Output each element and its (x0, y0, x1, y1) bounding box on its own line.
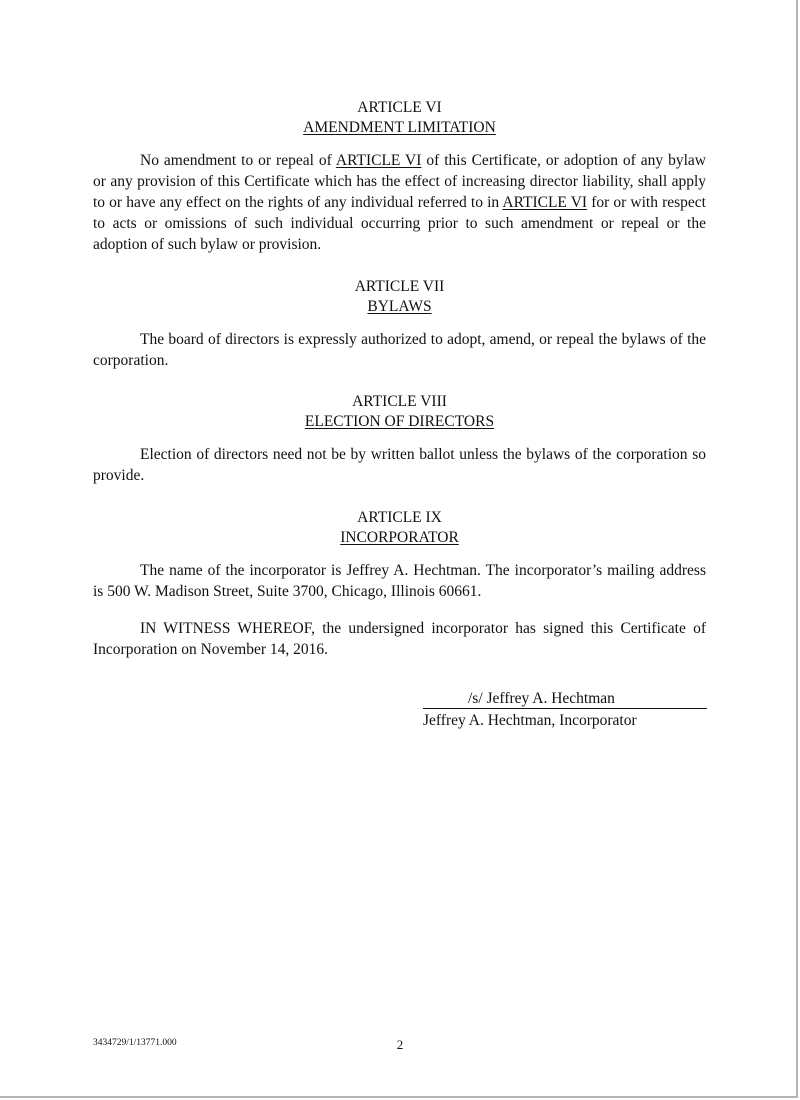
article-6-text-part-3: for or with respect to acts or omissions of such individual occurring prior to such amendment or repeal or the adoption of such bylaw or provision. (93, 194, 706, 253)
witness-paragraph: IN WITNESS WHEREOF, the undersigned incorporator has signed this Certificate of Incorporation on November 14, 2016. (93, 620, 706, 658)
article-6-text-part-1: No amendment to or repeal of (140, 152, 336, 169)
document-id: 3434729/1/13771.000 (93, 1038, 177, 1048)
article-7-paragraph: The board of directors is expressly authorized to adopt, amend, or repeal the bylaws of the corporation. (93, 331, 706, 369)
article-8-title: ARTICLE VIII (352, 393, 447, 410)
signatory-name-title: Jeffrey A. Hechtman, Incorporator (423, 712, 637, 729)
article-6-heading (93, 98, 706, 138)
article-9-paragraph: The name of the incorporator is Jeffrey A. Hechtman. The incorporator’s mailing address is 500 W. Madison Street, Suite 3700, Chicago, Illinois 60661. (93, 562, 706, 600)
article-6-reference-2: ARTICLE VI (502, 194, 588, 211)
article-6-text-part-2: of this Certificate, or adoption of any bylaw or any provision of this Certificate which has the effect of increasing director liability, shall apply to or have any effect on the rights of any individual referred to in (93, 152, 706, 211)
signature-line: /s/ Jeffrey A. Hechtman (423, 688, 707, 709)
article-6-paragraph (93, 150, 706, 255)
document-body (93, 98, 706, 660)
article-8-subtitle: ELECTION OF DIRECTORS (304, 413, 495, 430)
article-9-title: ARTICLE IX (357, 509, 442, 526)
article-9-heading (93, 508, 706, 548)
page-number: 2 (396, 1037, 404, 1052)
signature-block (423, 688, 707, 731)
article-6-title: ARTICLE VI (357, 99, 442, 116)
article-7-heading (93, 277, 706, 317)
article-8-paragraph: Election of directors need not be by written ballot unless the bylaws of the corporation so provide. (93, 446, 706, 484)
article-7-title: ARTICLE VII (354, 278, 445, 295)
article-6-subtitle: AMENDMENT LIMITATION (303, 119, 496, 136)
article-8-heading (93, 392, 706, 432)
article-7-subtitle: BYLAWS (367, 298, 432, 315)
article-9-subtitle: INCORPORATOR (340, 529, 459, 546)
article-6-reference-1: ARTICLE VI (335, 152, 422, 169)
